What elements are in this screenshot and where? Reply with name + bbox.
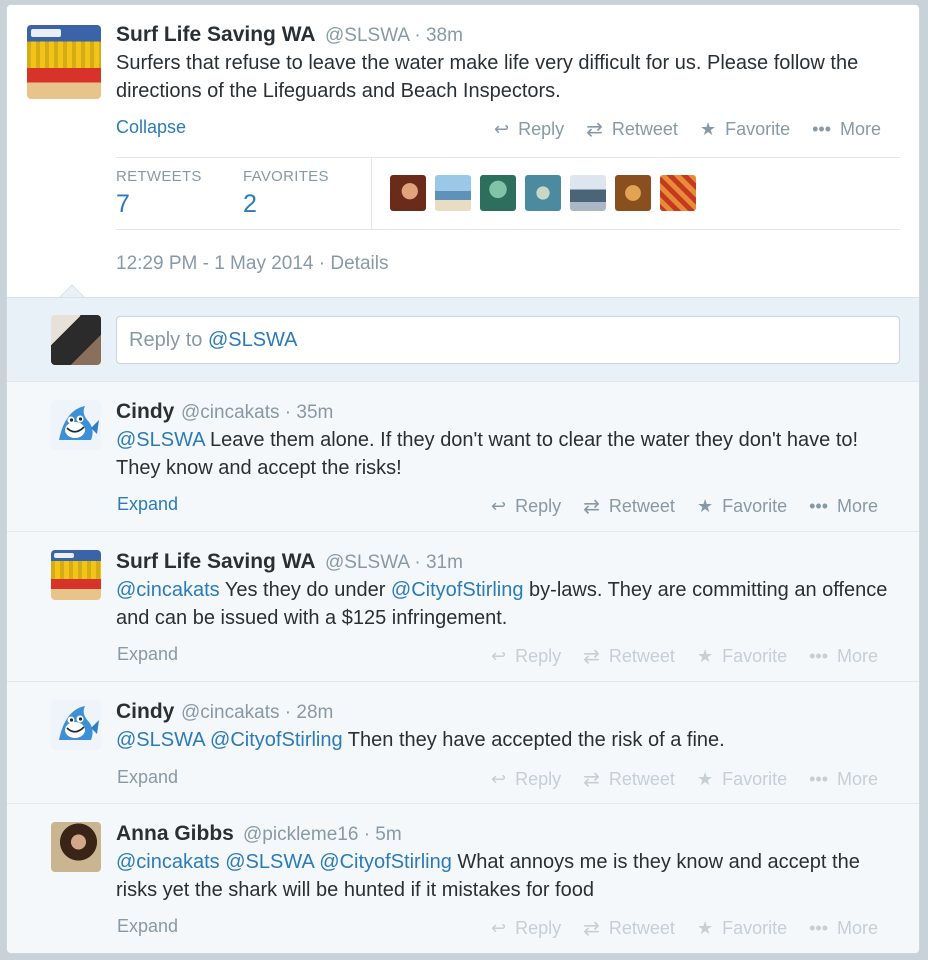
reply-label: Reply — [515, 769, 562, 789]
stats-divider — [371, 157, 372, 229]
tweet-text — [116, 576, 906, 632]
retweet-icon: ⇄ — [583, 496, 600, 518]
reply-placeholder-mention: @SLSWA — [207, 329, 298, 351]
retweets-label[interactable]: RETWEETS — [116, 168, 202, 185]
star-icon: ★ — [696, 496, 714, 516]
shark-icon — [51, 700, 101, 750]
author-meta — [325, 552, 463, 574]
author-meta — [181, 702, 333, 724]
more-label: More — [837, 918, 879, 938]
star-icon: ★ — [696, 646, 714, 666]
retweet-label: Retweet — [608, 769, 675, 789]
retweet-button[interactable] — [583, 644, 675, 669]
reply-composer — [7, 297, 919, 381]
author-handle[interactable]: @pickleme16 — [243, 824, 359, 845]
author-meta — [181, 402, 333, 424]
favoriter-avatar[interactable] — [570, 175, 606, 211]
retweet-button[interactable] — [583, 916, 675, 941]
tweet-text — [116, 848, 906, 904]
anna-avatar[interactable] — [51, 822, 101, 872]
tweet-body: What annoys me is they know and accept the risks yet the shark will be hunted if it mistakes for food — [116, 851, 860, 901]
expand-link[interactable]: Expand — [117, 767, 179, 787]
retweet-label: Retweet — [608, 646, 675, 666]
favoriter-avatar[interactable] — [480, 175, 516, 211]
cindy-avatar[interactable] — [51, 400, 101, 450]
retweet-label: Retweet — [608, 918, 675, 938]
favorite-label: Favorite — [722, 646, 788, 666]
mention-link[interactable]: @SLSWA — [116, 729, 205, 751]
reply-label: Reply — [515, 918, 562, 938]
author-handle[interactable]: @SLSWA — [325, 552, 410, 573]
reply-button[interactable] — [491, 646, 561, 667]
author-meta — [325, 25, 463, 47]
ellipsis-icon: ••• — [812, 119, 832, 139]
favoriter-avatar[interactable] — [615, 175, 651, 211]
tweet-text — [116, 426, 906, 482]
favorite-button[interactable] — [697, 769, 787, 790]
author-handle[interactable]: @cincakats — [181, 702, 280, 723]
favoriter-avatar[interactable] — [435, 175, 471, 211]
favorite-button[interactable] — [697, 918, 787, 939]
ellipsis-icon: ••• — [809, 496, 829, 516]
reply-placeholder-prefix: Reply to — [129, 329, 208, 351]
retweet-button[interactable] — [583, 494, 675, 519]
tweet-body: Yes they do under — [219, 579, 391, 601]
author-meta — [243, 824, 402, 846]
main-tweet — [7, 5, 919, 297]
more-label: More — [837, 496, 879, 516]
reply-button[interactable] — [491, 769, 561, 790]
reply-label: Reply — [515, 496, 562, 516]
reply-icon: ↩ — [491, 769, 507, 789]
mention-link[interactable]: @cincakats — [116, 851, 220, 873]
more-button[interactable] — [809, 769, 878, 790]
more-button[interactable] — [809, 918, 878, 939]
author-handle[interactable]: @cincakats — [181, 402, 280, 423]
reply-tweet[interactable] — [7, 681, 919, 803]
retweet-icon: ⇄ — [583, 769, 600, 791]
tweet-body: by-laws. They are committing an offence and can be issued with a $125 infringement. — [116, 579, 888, 629]
retweet-icon: ⇄ — [586, 119, 603, 141]
retweet-icon: ⇄ — [583, 646, 600, 668]
reply-tweet[interactable] — [7, 381, 919, 531]
tweet-text — [116, 726, 906, 754]
tweet-actions — [494, 117, 881, 142]
retweets-count[interactable]: 7 — [116, 190, 130, 218]
favoriter-avatar[interactable] — [390, 175, 426, 211]
author-name[interactable]: Anna Gibbs — [116, 822, 234, 845]
star-icon: ★ — [699, 119, 717, 139]
mention-link[interactable]: @CityofStirling — [210, 729, 343, 751]
favorites-label[interactable]: FAVORITES — [243, 168, 329, 185]
mention-link[interactable]: @CityofStirling — [319, 851, 452, 873]
slswa-avatar[interactable] — [27, 25, 101, 99]
tweet-body: Leave them alone. If they don't want to clear the water they don't have to! They know and accept the risks! — [116, 429, 859, 479]
reply-input[interactable] — [116, 316, 900, 364]
author-handle[interactable]: @SLSWA — [325, 25, 410, 46]
favoriter-avatar[interactable] — [525, 175, 561, 211]
slswa-avatar[interactable] — [51, 550, 101, 600]
tweet-actions — [491, 916, 878, 941]
tweet-age[interactable]: · 38m — [414, 25, 463, 46]
cindy-avatar[interactable] — [51, 700, 101, 750]
favoriter-avatar[interactable] — [660, 175, 696, 211]
reply-button[interactable] — [494, 119, 564, 140]
expand-link[interactable]: Expand — [117, 644, 179, 664]
author-name[interactable]: Cindy — [116, 400, 175, 423]
stats-top-divider — [116, 157, 900, 158]
retweet-label: Retweet — [611, 119, 678, 139]
more-label: More — [837, 769, 879, 789]
author-name[interactable]: Surf Life Saving WA — [116, 23, 316, 46]
shark-icon — [51, 400, 101, 450]
tweet-actions — [491, 767, 878, 792]
mention-link[interactable]: @cincakats — [116, 579, 220, 601]
expand-link[interactable]: Expand — [117, 494, 179, 514]
expand-link[interactable]: Expand — [117, 916, 179, 936]
tweet-actions — [491, 494, 878, 519]
retweet-label: Retweet — [608, 496, 675, 516]
reply-label: Reply — [515, 646, 562, 666]
tweet-actions — [491, 644, 878, 669]
retweet-button[interactable] — [583, 767, 675, 792]
retweet-button[interactable] — [586, 117, 678, 142]
star-icon: ★ — [696, 918, 714, 938]
reply-label: Reply — [518, 119, 565, 139]
more-button[interactable] — [809, 496, 878, 517]
favorite-button[interactable] — [700, 119, 790, 140]
reply-icon: ↩ — [491, 496, 507, 516]
favorite-label: Favorite — [722, 769, 788, 789]
current-user-avatar[interactable] — [51, 315, 101, 365]
favorite-button[interactable] — [697, 646, 787, 667]
favorite-label: Favorite — [722, 496, 788, 516]
mention-link[interactable]: @CityofStirling — [390, 579, 524, 601]
tweet-age[interactable]: · 5m — [363, 824, 402, 845]
mention-link[interactable]: @SLSWA — [225, 851, 314, 873]
star-icon: ★ — [696, 769, 714, 789]
ellipsis-icon: ••• — [809, 769, 829, 789]
conversation-frame — [6, 4, 920, 954]
reply-button[interactable] — [491, 918, 561, 939]
ellipsis-icon: ••• — [809, 918, 829, 938]
timestamp-text[interactable]: 12:29 PM - 1 May 2014 — [116, 253, 314, 274]
tweet-timestamp — [116, 253, 388, 275]
tweet-age[interactable]: · 28m — [284, 702, 334, 723]
favorite-label: Favorite — [722, 918, 788, 938]
reply-icon: ↩ — [491, 918, 507, 938]
retweet-icon: ⇄ — [583, 918, 600, 940]
tweet-body: Then they have accepted the risk of a fine. — [342, 729, 725, 751]
reply-icon: ↩ — [491, 646, 507, 666]
favorite-button[interactable] — [697, 496, 787, 517]
author-name[interactable]: Cindy — [116, 700, 175, 723]
tweet-age[interactable]: · 35m — [284, 402, 334, 423]
details-link[interactable]: · Details — [318, 253, 389, 274]
more-label: More — [837, 646, 879, 666]
reply-button[interactable] — [491, 496, 561, 517]
more-label: More — [840, 119, 882, 139]
favorite-label: Favorite — [725, 119, 791, 139]
author-name[interactable]: Surf Life Saving WA — [116, 550, 316, 573]
stats-bottom-divider — [116, 229, 900, 230]
favorites-count[interactable]: 2 — [243, 190, 257, 218]
mention-link[interactable]: @SLSWA — [116, 429, 205, 451]
reply-tweet[interactable] — [7, 531, 919, 681]
reply-icon: ↩ — [494, 119, 510, 139]
reply-tweet[interactable] — [7, 803, 919, 954]
tweet-age[interactable]: · 31m — [414, 552, 463, 573]
ellipsis-icon: ••• — [809, 646, 829, 666]
tweet-text: Surfers that refuse to leave the water make life very difficult for us. Please follow the directions of the Lifeguards and Beach Inspectors. — [116, 52, 859, 102]
more-button[interactable] — [812, 119, 881, 140]
collapse-link[interactable]: Collapse — [116, 117, 187, 137]
more-button[interactable] — [809, 646, 878, 667]
